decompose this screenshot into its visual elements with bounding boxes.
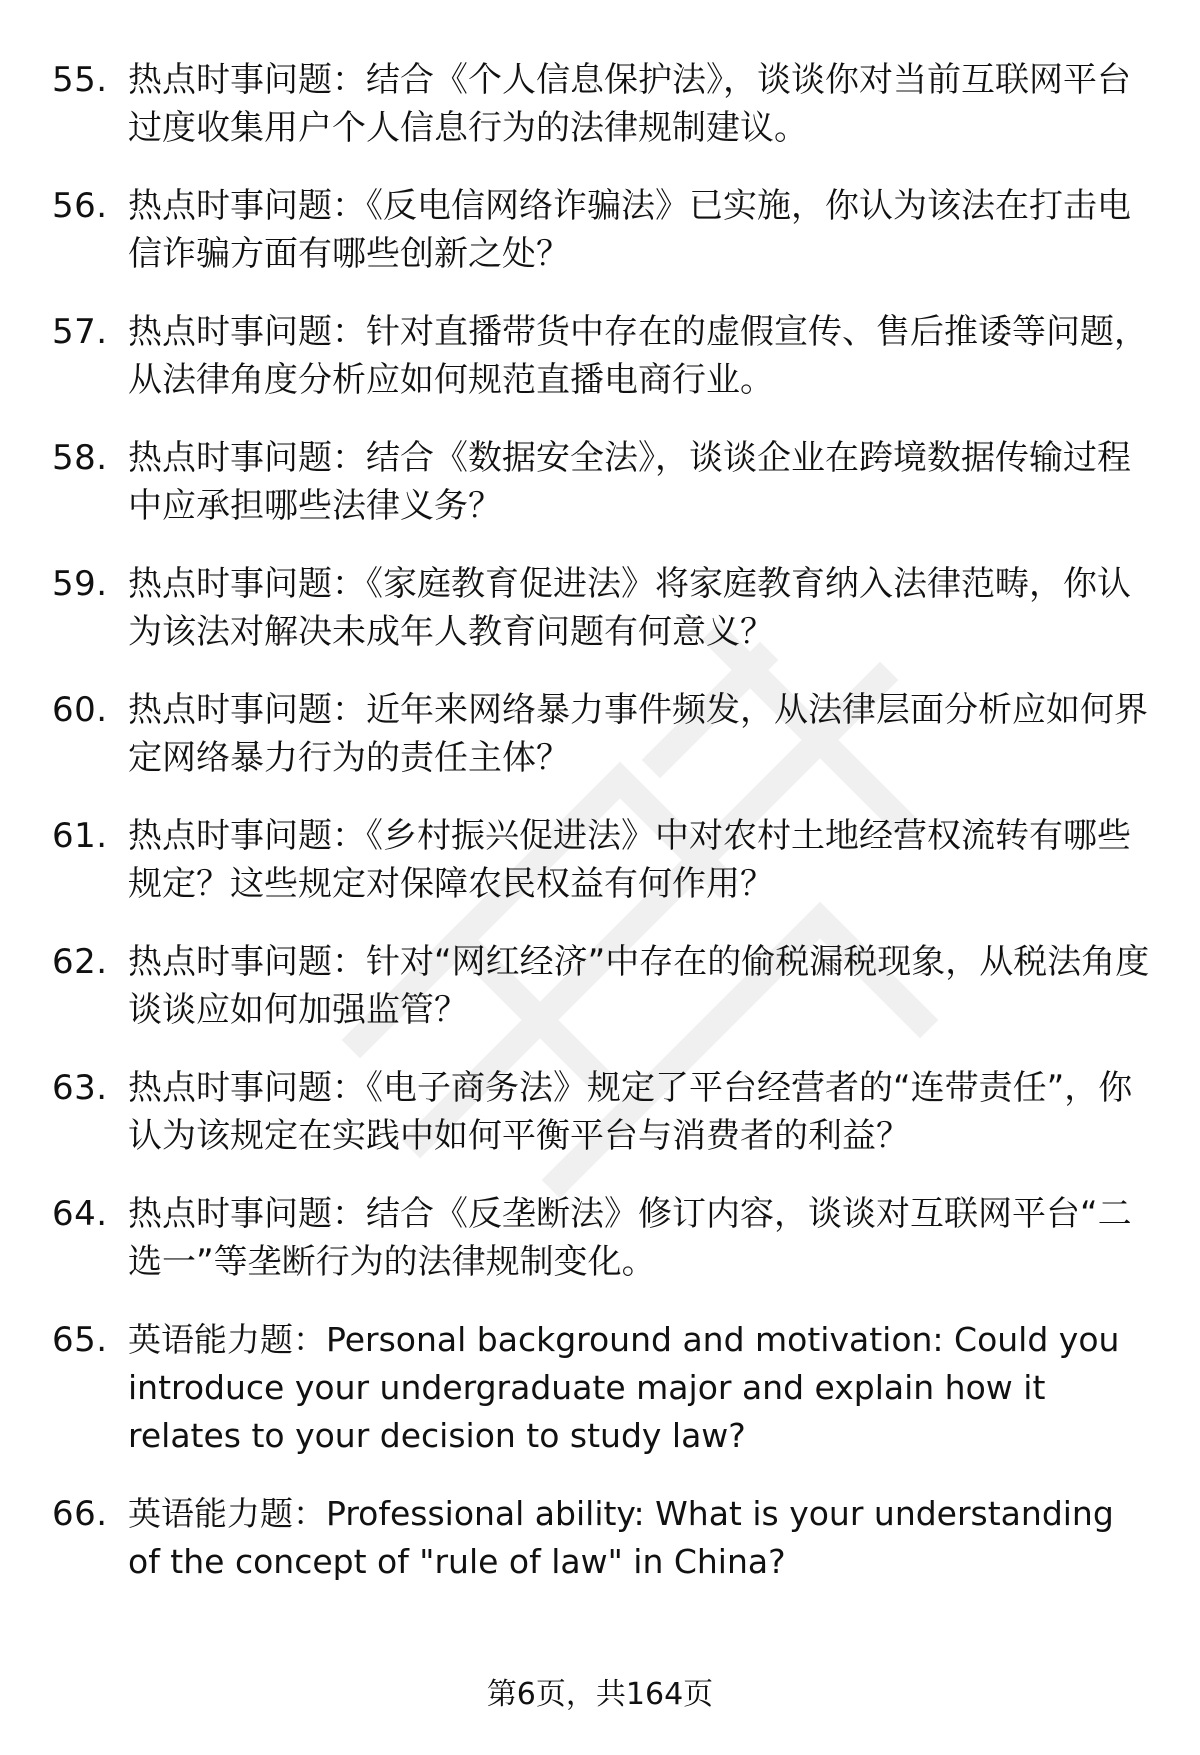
question-number: 61.: [52, 816, 108, 856]
question-number: 62.: [52, 942, 108, 982]
question-item: [52, 308, 1152, 404]
question-number: 58.: [52, 438, 108, 478]
question-number: 60.: [52, 690, 108, 730]
question-number: 63.: [52, 1068, 108, 1108]
question-text: 热点时事问题：《电子商务法》规定了平台经营者的“连带责任”，你认为该规定在实践中如何平衡平台与消费者的利益？: [128, 1068, 1133, 1156]
question-item: [52, 686, 1152, 782]
question-item: [52, 560, 1152, 656]
question-item: [52, 812, 1152, 908]
question-text: 英语能力题：Personal background and motivation: Could you introduce your undergraduate major and explain how it relates to your decision to study law?: [128, 1320, 1120, 1455]
question-item: [52, 1490, 1152, 1586]
question-text: 热点时事问题：近年来网络暴力事件频发，从法律层面分析应如何界定网络暴力行为的责任主体？: [128, 690, 1148, 778]
question-text: 热点时事问题：《乡村振兴促进法》中对农村土地经营权流转有哪些规定？这些规定对保障农民权益有何作用？: [128, 816, 1131, 904]
question-number: 55.: [52, 60, 108, 100]
question-item: [52, 1064, 1152, 1160]
question-number: 66.: [52, 1494, 108, 1534]
question-item: [52, 938, 1152, 1034]
question-number: 57.: [52, 312, 108, 352]
question-item: [52, 1316, 1152, 1460]
question-list: [52, 56, 1152, 1616]
question-number: 65.: [52, 1320, 108, 1360]
question-text: 热点时事问题：针对“网红经济”中存在的偷税漏税现象，从税法角度谈谈应如何加强监管？: [128, 942, 1150, 1030]
question-text: 热点时事问题：结合《反垄断法》修订内容，谈谈对互联网平台“二选一”等垄断行为的法律规制变化。: [128, 1194, 1132, 1282]
question-text: 热点时事问题：针对直播带货中存在的虚假宣传、售后推诿等问题，从法律角度分析应如何规范直播电商行业。: [128, 312, 1148, 400]
question-number: 64.: [52, 1194, 108, 1234]
question-text: 英语能力题：Professional ability: What is your understanding of the concept of "rule of law" in China?: [128, 1494, 1114, 1581]
question-number: 56.: [52, 186, 108, 226]
question-item: [52, 1190, 1152, 1286]
question-text: 热点时事问题：结合《数据安全法》，谈谈企业在跨境数据传输过程中应承担哪些法律义务？: [128, 438, 1131, 526]
question-text: 热点时事问题：结合《个人信息保护法》，谈谈你对当前互联网平台过度收集用户个人信息行为的法律规制建议。: [128, 60, 1131, 148]
question-text: 热点时事问题：《反电信网络诈骗法》已实施，你认为该法在打击电信诈骗方面有哪些创新之处？: [128, 186, 1131, 274]
question-item: [52, 434, 1152, 530]
page-indicator: 第6页，共164页: [486, 1677, 714, 1712]
question-text: 热点时事问题：《家庭教育促进法》将家庭教育纳入法律范畴，你认为该法对解决未成年人教育问题有何意义？: [128, 564, 1131, 652]
question-item: [52, 56, 1152, 152]
question-number: 59.: [52, 564, 108, 604]
question-item: [52, 182, 1152, 278]
